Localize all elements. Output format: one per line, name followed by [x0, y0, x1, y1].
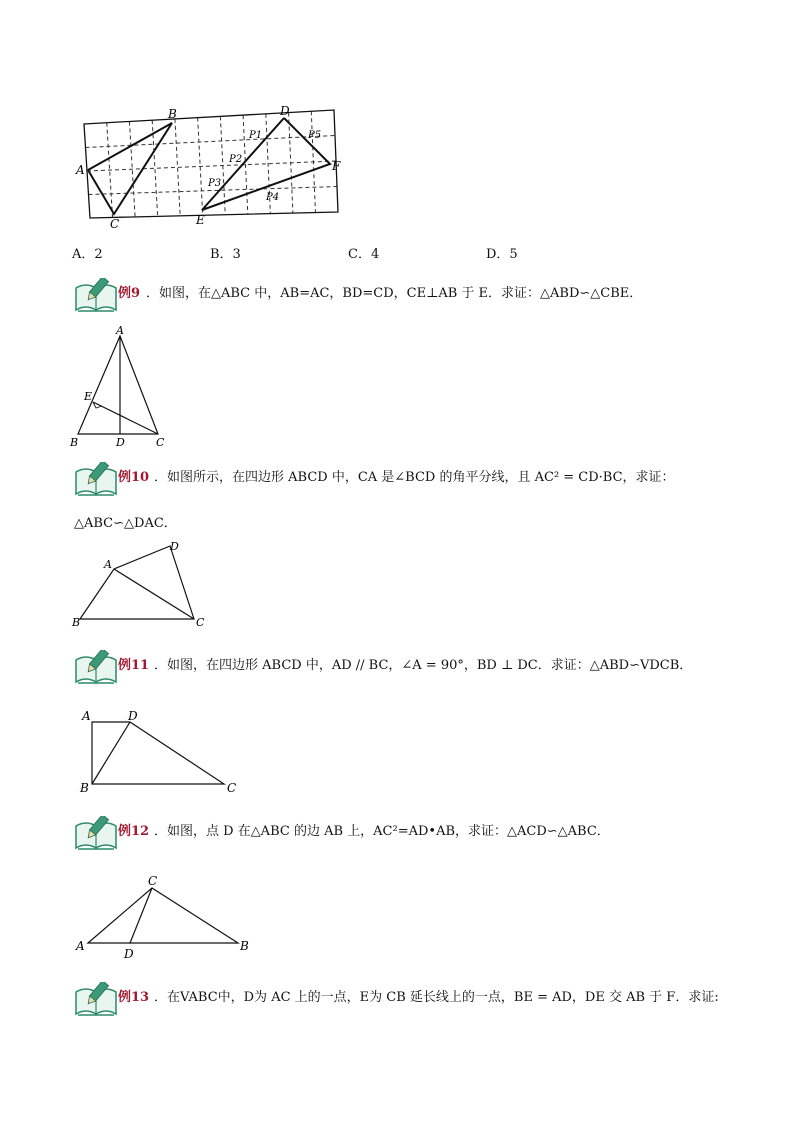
figure-example-10	[66, 536, 216, 631]
choice-b[interactable]: B．3	[210, 247, 241, 262]
pencil-book-icon	[74, 278, 118, 312]
label-A: A	[76, 939, 85, 953]
label-B: B	[240, 939, 249, 953]
grid-line	[87, 161, 336, 171]
label-B: B	[70, 436, 79, 449]
label-P4: P4	[266, 192, 280, 203]
example-label: 例13	[118, 990, 150, 1005]
pencil-book-icon	[74, 650, 118, 684]
label-P1: P1	[249, 130, 263, 141]
example-12-header	[74, 816, 774, 850]
example-label: 例10	[118, 470, 150, 485]
label-B: B	[168, 107, 177, 121]
example-text: ．如图，点 D 在△ABC 的边 AB 上，AC²=AD•AB，求证：△ACD∽△ABC．	[154, 824, 610, 839]
pencil-book-icon	[74, 462, 118, 496]
label-D: D	[128, 709, 138, 723]
label-B: B	[72, 616, 81, 629]
label-A: A	[82, 709, 91, 723]
grid-line	[86, 136, 336, 148]
choice-a[interactable]: A．2	[72, 247, 103, 262]
example-10-continuation: △ABC∽△DAC．	[74, 516, 177, 531]
example-label: 例11	[118, 658, 150, 673]
label-E: E	[196, 213, 205, 227]
figure-example-12	[72, 870, 257, 962]
figure-example-11	[72, 702, 247, 796]
label-D: D	[124, 947, 134, 961]
example-text: ．在VABC中，D为 AC 上的一点，E为 CB 延长线上的一点，BE = AD，DE 交 AB 于 F．求证:	[154, 990, 719, 1005]
label-A: A	[116, 324, 124, 337]
label-C: C	[196, 616, 205, 629]
label-C: C	[156, 436, 165, 449]
label-B: B	[80, 781, 89, 795]
label-D: D	[280, 104, 290, 118]
label-C: C	[148, 874, 158, 888]
pencil-book-icon	[74, 982, 118, 1016]
example-13-header	[74, 982, 774, 1016]
example-text: ．如图，在△ABC 中，AB=AC，BD=CD，CE⊥AB 于 E．求证：△ABD∽△CBE．	[146, 286, 643, 301]
label-A: A	[104, 558, 112, 571]
example-10-header	[74, 462, 774, 496]
label-P5: P5	[308, 130, 322, 141]
example-label: 例12	[118, 824, 150, 839]
label-C: C	[110, 217, 120, 230]
example-11-header	[74, 650, 774, 684]
label-F: F	[332, 159, 341, 173]
figure-example-9	[66, 322, 176, 452]
choice-c[interactable]: C．4	[348, 247, 380, 262]
label-P3: P3	[208, 178, 222, 189]
label-E: E	[84, 390, 93, 403]
pencil-book-icon	[74, 816, 118, 850]
label-D: D	[170, 540, 179, 553]
label-D: D	[116, 436, 125, 449]
choice-d[interactable]: D．5	[486, 247, 518, 262]
example-text: ．如图，在四边形 ABCD 中，AD // BC，∠A = 90°，BD ⊥ DC．求证：△ABD∽VDCB．	[154, 658, 693, 673]
label-P2: P2	[229, 154, 243, 165]
grid-figure	[74, 100, 354, 230]
label-C: C	[227, 781, 237, 795]
label-A: A	[76, 163, 85, 177]
example-9-header	[74, 278, 774, 312]
example-text: ．如图所示，在四边形 ABCD 中，CA 是∠BCD 的角平分线，且 AC² = CD·BC，求证：	[154, 470, 675, 485]
example-label: 例9	[118, 286, 141, 301]
